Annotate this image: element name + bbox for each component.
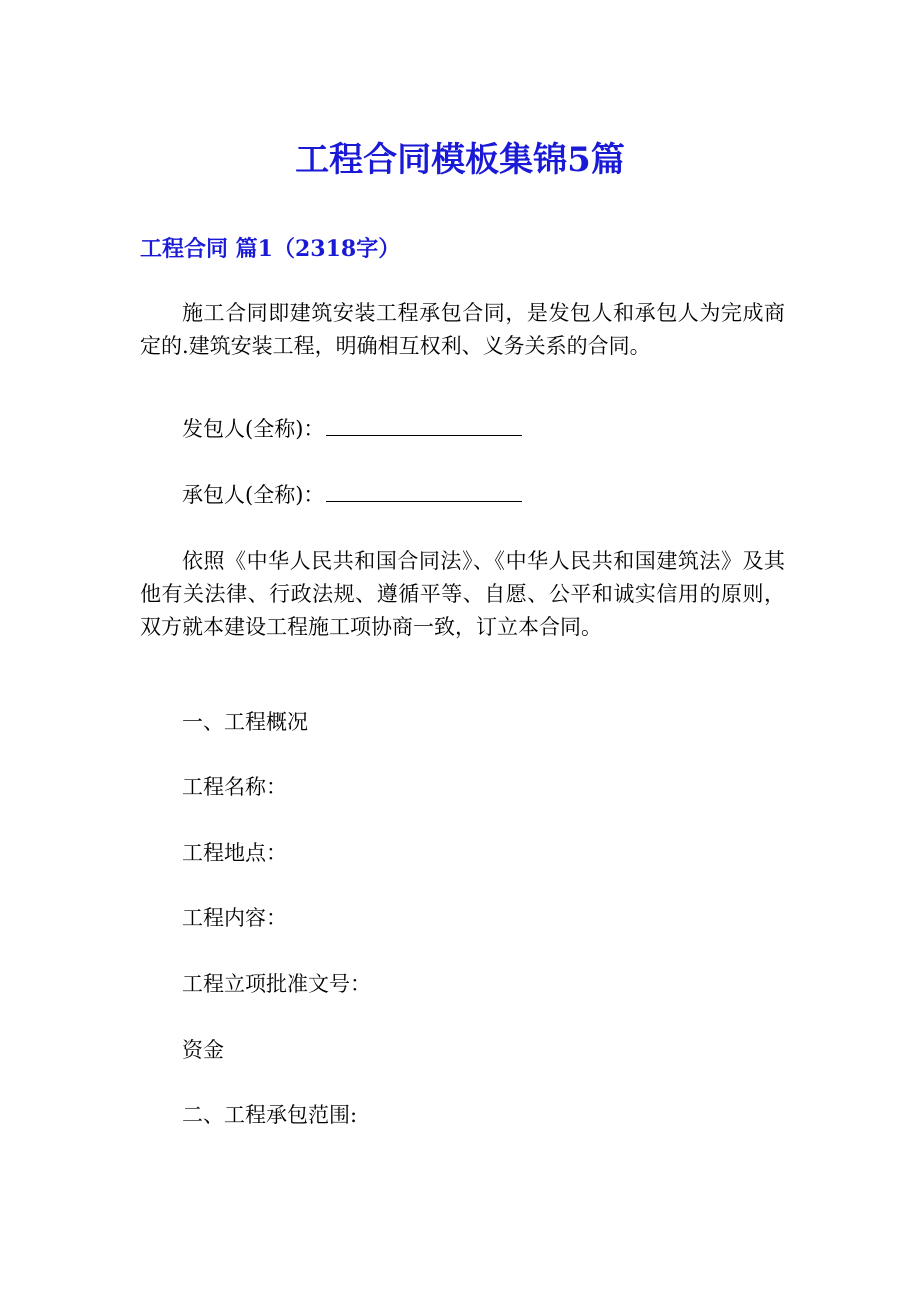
employer-line (182, 413, 522, 446)
clause-2-heading: 二、工程承包范围: (182, 1103, 358, 1127)
section-heading: 工程合同 篇1（2318字） (140, 236, 401, 262)
project-location-label: 工程地点： (182, 841, 287, 865)
approval-number-label: 工程立项批准文号： (182, 972, 371, 996)
legal-basis-paragraph: 依照《中华人民共和国合同法》、《中华人民共和国建筑法》及其他有关法律、行政法规、遵循平等、自愿、公平和诚实信用的原则，双方就本建设工程施工项协商一致，订立本合同。 (140, 549, 785, 639)
funding-label: 资金 (182, 1038, 224, 1062)
clause-1-heading: 一、工程概况 (182, 710, 308, 734)
contractor-label: 承包人(全称)： (182, 483, 325, 507)
project-name-label: 工程名称： (182, 775, 287, 799)
document-title: 工程合同模板集锦5篇 (295, 140, 625, 180)
project-content-label: 工程内容： (182, 906, 287, 930)
employer-blank-field (326, 417, 522, 436)
employer-label: 发包人(全称)： (182, 417, 325, 441)
intro-paragraph: 施工合同即建筑安装工程承包合同，是发包人和承包人为完成商定的.建筑安装工程，明确相互权利、义务关系的合同。 (140, 301, 785, 358)
contractor-line (182, 479, 522, 512)
contractor-blank-field (326, 483, 522, 502)
